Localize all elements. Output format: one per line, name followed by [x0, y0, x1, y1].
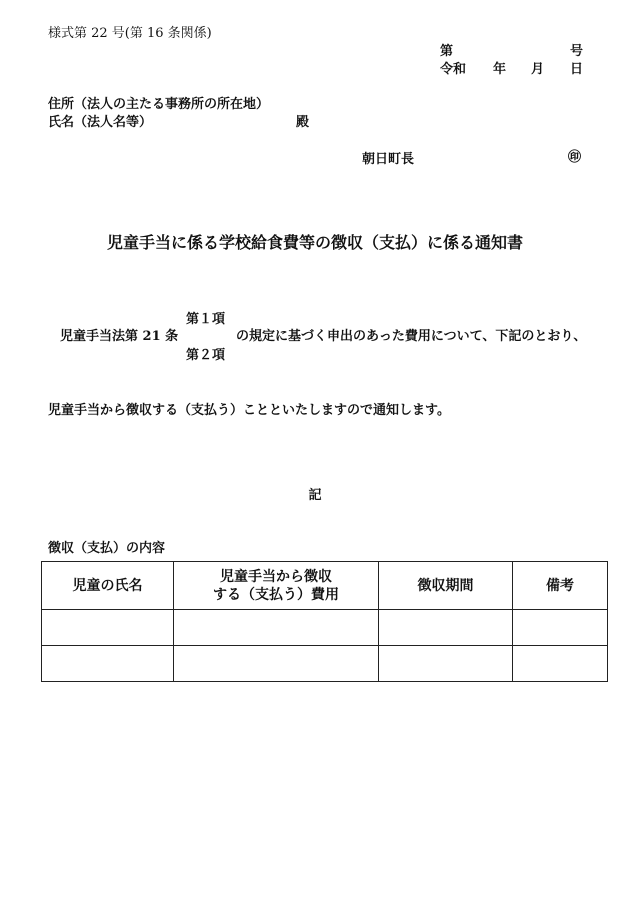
cell-cost[interactable]	[174, 610, 379, 646]
contents-label: 徴収（支払）の内容	[48, 541, 166, 556]
document-number-prefix: 第	[440, 44, 454, 59]
table-header-row	[42, 562, 608, 610]
header-period: 徴収期間	[379, 562, 513, 610]
table-row	[42, 610, 608, 646]
cell-cost[interactable]	[174, 646, 379, 682]
header-remarks: 備考	[513, 562, 608, 610]
document-title: 児童手当に係る学校給食費等の徴収（支払）に係る通知書	[106, 233, 523, 252]
date-month: 月	[531, 62, 545, 77]
body-text-line-1: の規定に基づく申出のあった費用について、下記のとおり、	[236, 329, 587, 344]
law-reference: 児童手当法第 21 条	[60, 329, 179, 344]
cell-child-name[interactable]	[42, 610, 174, 646]
cell-period[interactable]	[379, 646, 513, 682]
date-year: 年	[493, 62, 507, 77]
ki-heading: 記	[308, 488, 322, 503]
cell-remarks[interactable]	[513, 646, 608, 682]
law-item-1: 第１項	[186, 312, 226, 327]
body-text-line-2: 児童手当から徴収する（支払う）ことといたしますので通知します。	[48, 403, 450, 418]
law-item-2: 第２項	[186, 348, 226, 363]
cell-period[interactable]	[379, 610, 513, 646]
date-day: 日	[570, 62, 584, 77]
cell-child-name[interactable]	[42, 646, 174, 682]
header-cost-line-2: する（支払う）費用	[213, 586, 339, 603]
seal-mark: ㊞	[568, 150, 582, 165]
header-cost	[174, 562, 379, 610]
header-child-name: 児童の氏名	[42, 562, 174, 610]
cell-remarks[interactable]	[513, 610, 608, 646]
collection-table	[41, 561, 608, 682]
date-era: 令和	[440, 62, 467, 77]
honorific: 殿	[296, 115, 310, 130]
address-label: 住所（法人の主たる事務所の所在地）	[48, 97, 270, 112]
name-label: 氏名（法人名等）	[48, 115, 153, 130]
header-cost-line-1: 児童手当から徴収	[220, 568, 332, 585]
form-number: 様式第 22 号(第 16 条関係)	[48, 26, 212, 41]
document-number-suffix: 号	[570, 44, 584, 59]
table-row	[42, 646, 608, 682]
issuer-title: 朝日町長	[362, 152, 415, 167]
